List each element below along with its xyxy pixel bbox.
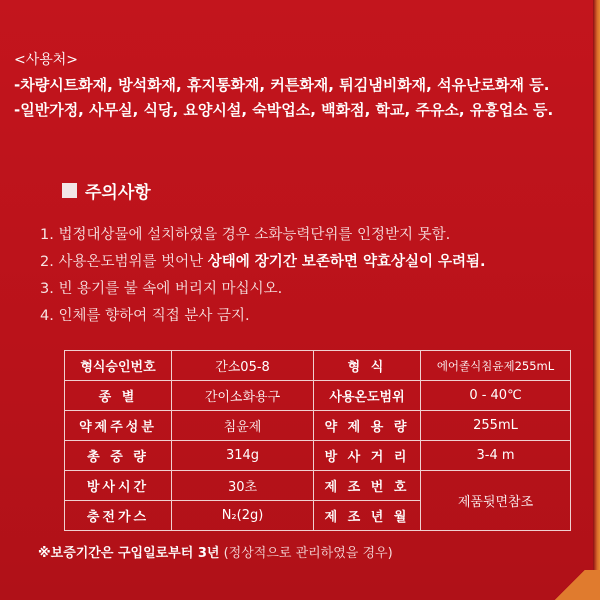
warranty-suffix: (정상적으로 관리하였을 경우): [219, 546, 393, 561]
spec-key: 형식승인번호: [65, 351, 172, 381]
spec-value: 제품뒷면참조: [421, 471, 571, 531]
table-row: [65, 441, 571, 471]
table-row: [65, 351, 571, 381]
caution-heading: [62, 178, 151, 203]
warranty-note: [38, 542, 393, 561]
spec-value: 30초: [172, 471, 314, 501]
caution-list: [40, 222, 600, 330]
usage-line-1: -차량시트화재, 방석화재, 휴지통화재, 커튼화재, 튀김냄비화재, 석유난로화재 등.: [14, 76, 550, 94]
caution-item-1: 1. 법정대상물에 설치하였을 경우 소화능력단위를 인정받지 못함.: [40, 227, 451, 243]
spec-key: 약 제 용 량: [314, 411, 421, 441]
spec-value: 314g: [172, 441, 314, 471]
corner-accent: [540, 570, 600, 600]
spec-value: 침윤제: [172, 411, 314, 441]
spec-key: 방 사 거 리: [314, 441, 421, 471]
spec-table: [64, 350, 571, 531]
spec-value: 255mL: [421, 411, 571, 441]
spec-key: 약제주성분: [65, 411, 172, 441]
table-row: [65, 471, 571, 501]
spec-value: 에어졸식침윤제255mL: [421, 351, 571, 381]
spec-value: 0 - 40℃: [421, 381, 571, 411]
usage-section: [14, 48, 553, 123]
spec-key: 총 중 량: [65, 441, 172, 471]
spec-key: 제 조 번 호: [314, 471, 421, 501]
caution-item-2: [40, 249, 600, 276]
spec-key: 사용온도범위: [314, 381, 421, 411]
warranty-prefix: ※보증기간은 구입일로부터 3년: [38, 546, 220, 561]
spec-value: 간이소화용구: [172, 381, 314, 411]
spec-value: 간소05-8: [172, 351, 314, 381]
table-row: [65, 411, 571, 441]
caution-title: 주의사항: [85, 183, 151, 203]
spec-key: 충전가스: [65, 501, 172, 531]
caution-item-3: 3. 빈 용기를 불 속에 버리지 마십시오.: [40, 281, 283, 297]
table-row: [65, 381, 571, 411]
spec-key: 형 식: [314, 351, 421, 381]
caution-item-2-text: 2. 사용온도범위를 벗어난: [40, 254, 208, 270]
spec-key: 방사시간: [65, 471, 172, 501]
usage-header: <사용처>: [14, 52, 79, 68]
caution-item-2-emphasis: 상태에 장기간 보존하면 약효상실이 우려됨.: [207, 254, 486, 270]
square-bullet-icon: [62, 183, 77, 198]
spec-value: 3-4 m: [421, 441, 571, 471]
caution-item-4: 4. 인체를 향하여 직접 분사 금지.: [40, 308, 250, 324]
spec-key: 제 조 년 월: [314, 501, 421, 531]
spec-key: 종 별: [65, 381, 172, 411]
spec-value: N₂(2g): [172, 501, 314, 531]
usage-line-2: -일반가정, 사무실, 식당, 요양시설, 숙박업소, 백화점, 학교, 주유소, 유흥업소 등.: [14, 101, 554, 119]
